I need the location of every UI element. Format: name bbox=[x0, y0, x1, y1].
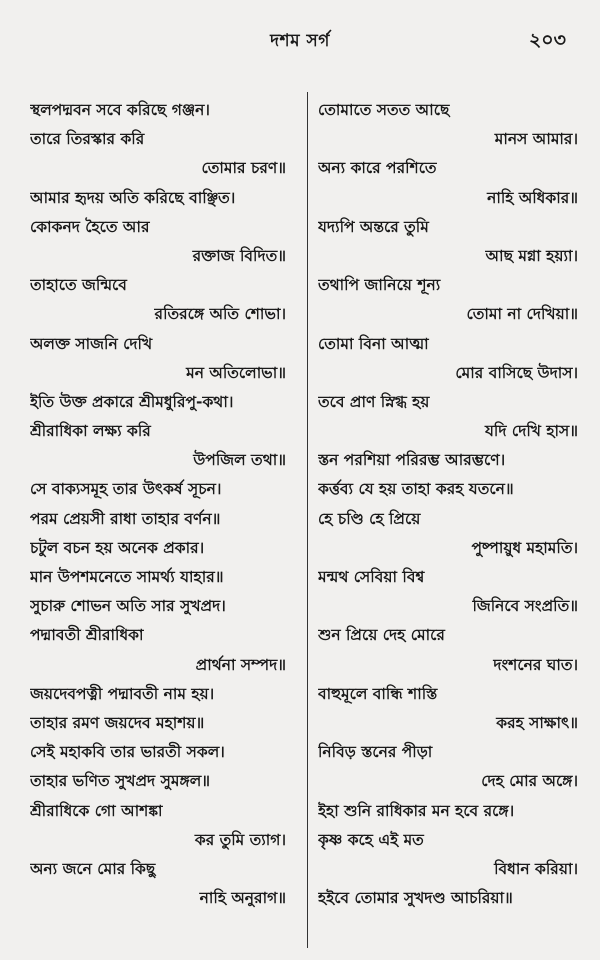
verse-line: ইতি উক্ত প্রকারে শ্রীমধুরিপু-কথা। bbox=[30, 392, 234, 411]
verse-line: শুন প্রিয়ে দেহ মোরে bbox=[318, 626, 445, 645]
verse-line: সুচারু শোভন অতি সার সুখপ্রদ। bbox=[30, 597, 226, 616]
verse-line: চটুল বচন হয় অনেক প্রকার। bbox=[30, 538, 205, 557]
verse-line: রক্তাজ বিদিত॥ bbox=[192, 246, 286, 265]
verse-line: মানস আমার। bbox=[494, 130, 578, 149]
right-verse-column bbox=[318, 96, 584, 913]
verse-line: নাহি অনুরাগ॥ bbox=[199, 889, 286, 908]
verse-line: তোমা বিনা আত্মা bbox=[318, 334, 429, 353]
page-number: ২০৩ bbox=[528, 29, 566, 51]
verse-line: জিনিবে সংপ্রতি॥ bbox=[472, 597, 578, 616]
verse-line: নিবিড় স্তনের পীড়া bbox=[318, 743, 433, 762]
verse-line: উপজিল তথা॥ bbox=[193, 451, 286, 470]
verse-line: অলক্ত সাজনি দেখি bbox=[30, 334, 153, 353]
verse-line: ইহা শুনি রাধিকার মন হবে রঙ্গে। bbox=[318, 801, 515, 820]
verse-line: সেই মহাকবি তার ভারতী সকল। bbox=[30, 743, 225, 762]
verse-line: প্রার্থনা সম্পদ॥ bbox=[195, 655, 286, 674]
verse-line: শ্রীরাধিকা লক্ষ্য করি bbox=[30, 422, 151, 441]
verse-line: স্তন পরশিয়া পরিরম্ভ আরম্ভণে। bbox=[318, 451, 506, 470]
verse-line: তাহাতে জন্মিবে bbox=[30, 276, 127, 295]
verse-line: তারে তিরস্কার করি bbox=[30, 130, 145, 149]
verse-line: পদ্মাবতী শ্রীরাধিকা bbox=[30, 626, 144, 645]
verse-line: কর্ত্তব্য যে হয় তাহা করহ যতনে॥ bbox=[318, 480, 514, 499]
verse-line: করহ সাক্ষাৎ॥ bbox=[496, 713, 578, 732]
verse-line: তথাপি জানিয়ে শূন্য bbox=[318, 276, 441, 295]
verse-line: বিধান করিয়া। bbox=[494, 859, 578, 878]
verse-line: আছ মগ্না হয়্যা। bbox=[485, 246, 578, 265]
verse-line: হইবে তোমার সুখদণ্ড আচরিয়া॥ bbox=[318, 889, 513, 908]
verse-line: নাহি অধিকার॥ bbox=[487, 188, 578, 207]
verse-line: হে চণ্ডি হে প্রিয়ে bbox=[318, 509, 421, 528]
verse-line: তাহার ভণিত সুখপ্রদ সুমঙ্গল॥ bbox=[30, 772, 211, 791]
verse-line: তবে প্রাণ স্নিগ্ধ হয় bbox=[318, 392, 430, 411]
verse-line: পরম প্রেয়সী রাধা তাহার বর্ণন॥ bbox=[30, 509, 221, 528]
verse-line: মন্মথ সেবিয়া বিশ্ব bbox=[318, 568, 425, 586]
verse-line: দংশনের ঘাত। bbox=[493, 655, 578, 674]
verse-line: যদি দেখি হাস॥ bbox=[485, 422, 578, 441]
verse-line: তোমার চরণ॥ bbox=[201, 159, 286, 178]
verse-line: দেহ মোর অঙ্গে। bbox=[481, 772, 578, 791]
verse-line: রতিরঙ্গে অতি শোভা। bbox=[154, 305, 286, 324]
verse-line: বাহুমূলে বান্ধি শাস্তি bbox=[318, 684, 438, 703]
verse-line: আমার হৃদয় অতি করিছে বাঞ্ছিত। bbox=[30, 188, 236, 207]
verse-line: যদ্যপি অন্তরে তুমি bbox=[318, 217, 429, 236]
verse-line: অন্য জনে মোর কিছু bbox=[30, 859, 156, 878]
chapter-title: দশম সর্গ bbox=[270, 31, 330, 51]
verse-line: শ্রীরাধিকে গো আশঙ্কা bbox=[30, 801, 163, 820]
verse-line: স্থলপদ্মবন সবে করিছে গঞ্জন। bbox=[30, 101, 210, 119]
verse-line: কোকনদ হৈতে আর bbox=[30, 217, 150, 236]
verse-line: তোমাতে সতত আছে bbox=[318, 101, 450, 119]
verse-line: পুষ্পায়ুধ মহামতি। bbox=[471, 538, 578, 557]
verse-line: তাহার রমণ জয়দেব মহাশয়॥ bbox=[30, 713, 205, 732]
column-divider bbox=[307, 92, 308, 948]
page-header bbox=[0, 22, 600, 56]
verse-line: জয়দেবপত্নী পদ্মাবতী নাম হয়। bbox=[30, 684, 215, 703]
verse-line: কৃষ্ণ কহে এই মত bbox=[318, 830, 424, 849]
verse-line: কর তুমি ত্যাগ। bbox=[194, 830, 286, 849]
verse-line: তোমা না দেখিয়া॥ bbox=[466, 305, 578, 324]
left-verse-column bbox=[30, 96, 300, 913]
verse-line: মান উপশমনেতে সামর্থ্য যাহার॥ bbox=[30, 568, 224, 586]
verse-line: সে বাক্যসমূহ তার উৎকর্ষ সূচন। bbox=[30, 480, 222, 499]
verse-line: মন অতিলোভা॥ bbox=[186, 363, 286, 382]
verse-line: মোর বাসিছে উদাস। bbox=[455, 363, 578, 382]
verse-line: অন্য কারে পরশিতে bbox=[318, 159, 437, 178]
